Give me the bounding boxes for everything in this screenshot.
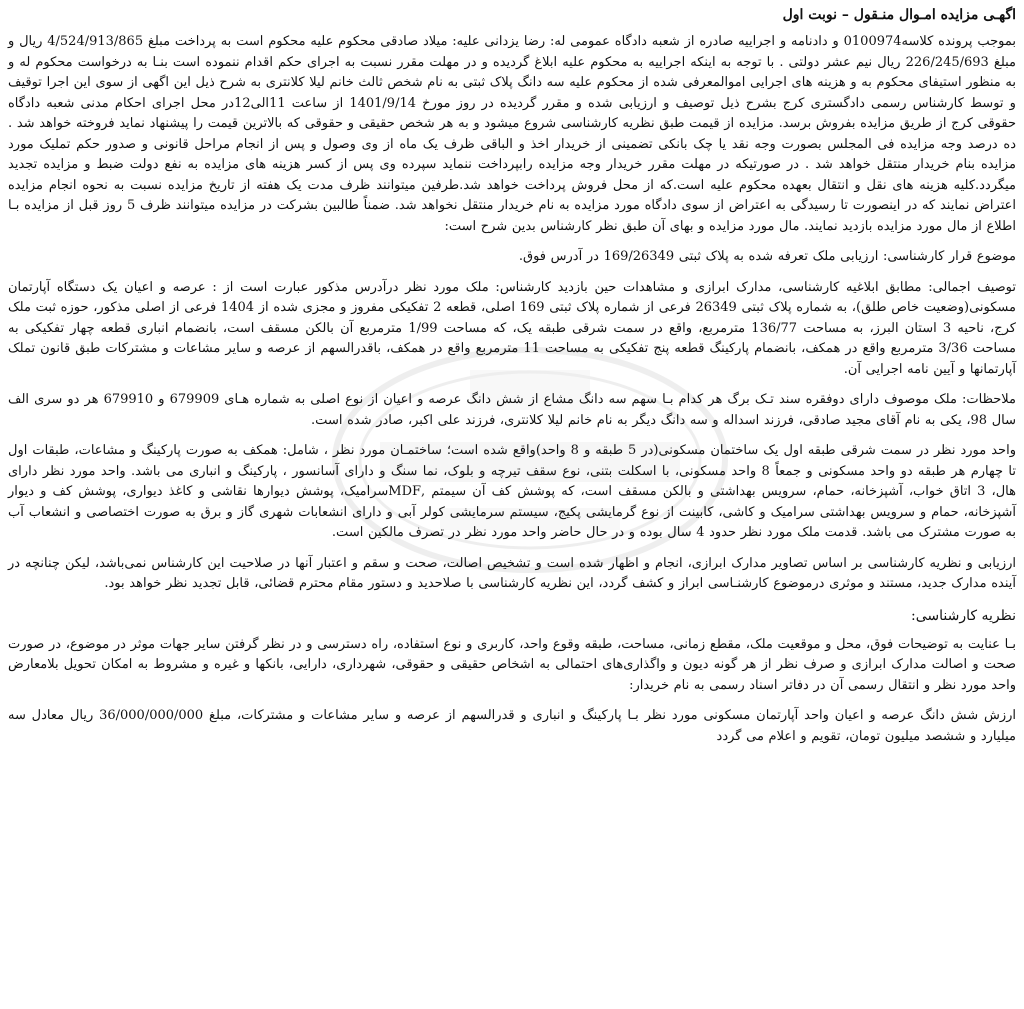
opinion-paragraph: بـا عنایت به توضیحات فوق، محل و موقعیت ملک، مقطع زمانی، مساحت، طبقه وقوع واحد، کاربری و نوع استفاده، راه دسترسی و در نظر گرفتن سایر جهات موثر در موضوع، در صورت صحت و اصالت مدارک ابرازی و صرف نظر از هر گونه دیون و واگذاری‌های احتمالی به اشخاص حقیقی و حقوقی، شهرداری، دارایی، بانکها و غیره و مشروط به امکان تحویل بلامعارض واحد مورد نظر و انتقال رسمی آن در دفاتر اسناد رسمی به نام خریدار:	[8, 636, 1016, 693]
disclaimer-paragraph: ارزیابی و نظریه کارشناسی بر اساس تصاویر مدارک ابرازی، انجام و اظهار شده است و تشخیص اصالت، صحت و سقم و اعتبار آنها در صلاحیت این کارشناس نمی‌باشد، لیکن چنانچه در آینده مدارک جدید، مستند و موثری درموضوع کارشنـاسی ابراز و کشف گردد، این نظریه کارشناسی با صلاحدید و دستور مقام محترم قضائی، قابل تجدید نظر خواهد بود.	[8, 555, 1016, 591]
notice-title: اگهـی مزایده امـوال منـقول – نوبت اول	[782, 7, 1016, 23]
unit-description-paragraph: واحد مورد نظر در سمت شرقی طبقه اول یک ساختمان مسکونی(در 5 طبقه و 8 واحد)واقع شده است؛ ساختمـان مورد نظر ، شامل: همکف به صورت پارکینگ و مشاعات، طبقات اول تا چهارم هر طبقه دو واحد مسکونی و جمعاً 8 واحد مسکونی، با اسکلت بتنی، نوع سقف تیرچه و بلوک، نما سنگ و دارای آسانسور ، پارکینگ و انباری می باشد. واحد مورد نظر دارای هال، 3 اتاق خواب، آشپزخانه، حمام، سرویس بهداشتی و بالکن مسقف است، که پوشش کف آن سیمتم ,MDFسرامیک، پوشش دیوارها نقاشی و کاغذ دیواری، پوشش کف و دیوار آشپزخانه، حمام و سرویس بهداشتی سرامیک و کاشی، کابینت از نوع گرمایشی پکیج، سیستم سرمایشی کولر آبی و دارای انشعابات شهری گاز و برق به صورت اختصاصی و انشعاب آب به صورت مشترک می باشد. قدمت ملک مورد نظر حدود 4 سال بوده و در حال حاضر واحد مورد نظر در تصرف مالکین است.	[8, 443, 1017, 540]
intro-paragraph: بموجب پرونده کلاسه0100974 و دادنامه و اجراییه صادره از شعبه دادگاه عمومی له: رضا یزدانی علیه: میلاد صادقی محکوم علیه محکوم است به پرداخت مبلغ 4/524/913/865 ریال و مبلغ 226/245/693 ریال نیم عشر دولتی . با توجه به اینکه اجراییه به محکوم علیه ابلاغ گردیده و در مهلت مقرر نسبت به اجرای حکم اقدام ننموده است بنـا به درخواست محکوم له و به منظور استیفای محکوم به و هزینه های اجرایی اموالمعرفی شده از محکوم علیه سه دانگ پلاک ثبتی به نام شخص ثالث خانم لیلا کلانتری به شرح ذیل این اگهی از سوی این اجرا توقیف و توسط کارشناس رسمی دادگستری کرج بشرح ذیل توصیف و ارزیابی شده و مقرر گردیده در روز مورخ 1401/9/14 از ساعت 11الی12در محل اجرای احکام مدنی شعبه دادگاه حقوقی کرج از طریق مزایده بفروش برسد. مزایده از قیمت طبق نظریه کارشناسی شروع میشود و به هر شخص حقیقی و حقوقی که بالاترین قیمت را پیشنهاد نماید فروخته خواهد شد . ده درصد وجه مزایده فی المجلس بصورت وجه نقد یا چک بانکی تضمینی از خریدار اخذ و الباقی ظرف یک ماه از وی وصول و پس از انجام مراحل قانونی و صدور حکم تملیک مورد مزایده بنام خریدار منتقل خواهد شد . در صورتیکه در مهلت مقرر خریدار وجه مزایده رابپرداخت ننماید سپرده وی پس از کسر هزینه های مزایده به نفع دولت ضبط و مزایده تجدید میگردد.کلیه هزینه های نقل و انتقال بعهده محکوم علیه است.که از محل فروش پرداخت خواهد شد.طرفین میتوانند ظرف مدت یک هفته از تاریخ مزایده نسبت به نحوه انجام مزایده اعتراض نمایند که در اینصورت تا رسیدگی به اعتراض از سوی دادگاه مورد مزایده به نام خریدار منتقل نخواهد شد. ضمناً طالبین بشرکت در مزایده میتوانند ظرف 5 روز قبل از مزایده بـا اطلاع از مال مورد مزایده بازدید نمایند. مال مورد مزایده و بهای آن طبق نظر کارشناس بدین شرح است:	[8, 34, 1017, 234]
valuation-paragraph: ارزش شش دانگ عرصه و اعیان واحد آپارتمان مسکونی مورد نظر بـا پارکینگ و انباری و قدرالسهم از عرصه و سایر مشاعات و مشترکات، مبلغ 36/000/000/000 ریال معادل سه میلیارد و ششصد میلیون تومان، تقویم و اعلام می گردد	[8, 708, 1016, 744]
subject-paragraph: موضوع قرار کارشناسی: ارزیابی ملک تعرفه شده به پلاک ثبتی 169/26349 در آدرس فوق.	[518, 249, 1016, 264]
notice-content	[8, 4, 1016, 747]
remarks-paragraph: ملاحظات: ملک موصوف دارای دوفقره سند تـک برگ هر کدام بـا سهم سه دانگ مشاع از شش دانگ عرصه و اعیان از نوع اصلی به شماره هـای 679909 و 679910 هر دو سری الف سال 98، یکی به نام آقای مجید صادقی، فرزند اسداله و سه دانگ دیگر به نام خانم لیلا کلانتری، فرزند علی اکبر، صادر شده است.	[8, 392, 1016, 428]
general-description-paragraph: توصیف اجمالی: مطابق ابلاغیه کارشناسی، مدارک ابرازی و مشاهدات حین بازدید کارشناس: ملک مورد نظر درآدرس مذکور عبارت است از : عرصه و اعیان یک دستگاه آپارتمان مسکونی(وضعیت خاص طلق)، به شماره پلاک ثبتی 26349 فرعی از شماره پلاک ثبتی 169 اصلی، قطعه 2 تفکیکی مفروز و مجزی شده از 1404 فرعی از اصلی مذکور، حوزه ثبت ملک کرج، ناحیه 3 استان البرز، به مساحت 136/77 مترمربع، واقع در سمت شرقی طبقه یک، که مساحت 1/99 مترمربع آن بالکن مسقف است، بانضمام انباری قطعه چهار تفکیکی به مساحت 3/36 مترمربع واقع در همکف، بانضمام پارکینگ قطعه پنج تفکیکی به مساحت 11 مترمربع واقع در همکف، باقدرالسهم از عرصه و سایر مشاعات و مشترکات طبق قانون تملک آپارتمانها و آیین نامه اجرایی آن.	[8, 279, 1016, 377]
opinion-heading: نظریه کارشناسی:	[911, 607, 1016, 624]
